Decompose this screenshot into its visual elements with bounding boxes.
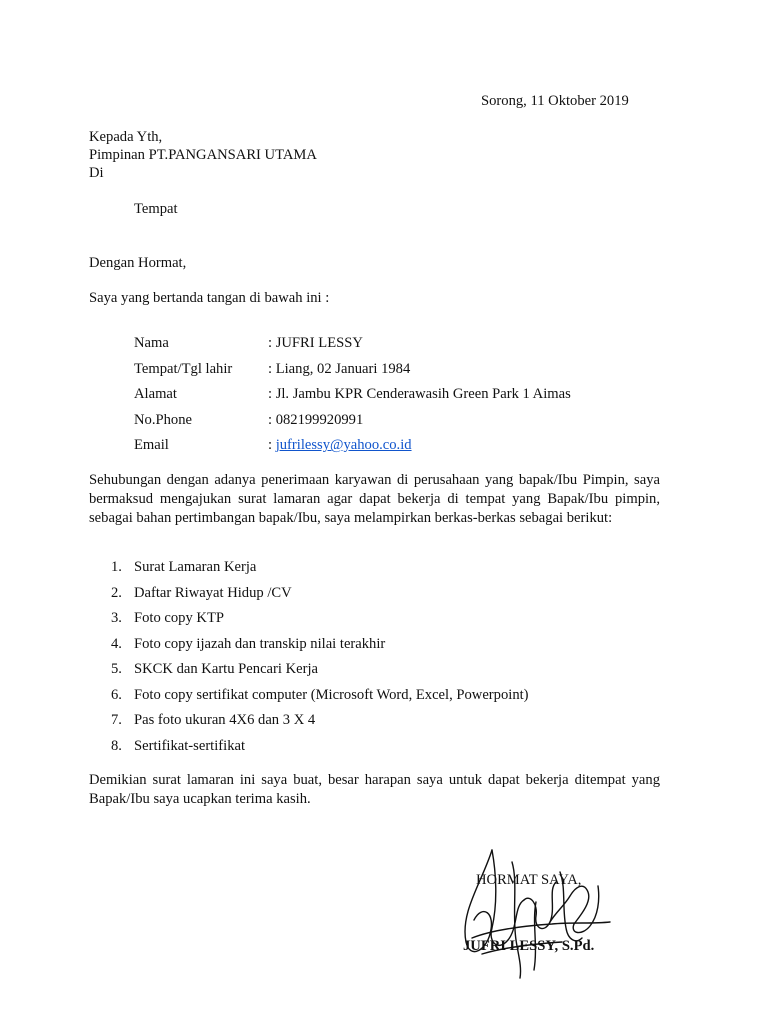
list-item: [111, 734, 671, 760]
identity-value: : Jl. Jambu KPR Cenderawasih Green Park 1 Aimas: [268, 386, 571, 403]
body-paragraph: Sehubungan dengan adanya penerimaan karyawan di perusahaan yang bapak/Ibu Pimpin, saya bermaksud mengajukan surat lamaran agar dapat bekerja di tempat yang Bapak/Ibu pimpin, sebagai bahan pertimbangan bapak/Ibu, saya melampirkan berkas-berkas sebagai berikut:: [89, 472, 660, 526]
identity-row-birth: [134, 357, 694, 383]
identity-label: No.Phone: [134, 411, 192, 428]
list-number: 1.: [111, 559, 122, 576]
list-text: Surat Lamaran Kerja: [134, 559, 257, 576]
closing-paragraph: Demikian surat lamaran ini saya buat, besar harapan saya untuk dapat bekerja ditempat yang Bapak/Ibu saya ucapkan terima kasih.: [89, 772, 660, 807]
recipient-place: Tempat: [134, 201, 178, 217]
identity-block: [134, 331, 694, 459]
list-text: Pas foto ukuran 4X6 dan 3 X 4: [134, 712, 316, 729]
recipient-line-2: Pimpinan PT.PANGANSARI UTAMA: [89, 147, 317, 163]
identity-row-email: [134, 433, 694, 459]
identity-row-name: [134, 331, 694, 357]
attachment-list: [111, 555, 671, 759]
closing-salutation: HORMAT SAYA,: [476, 872, 582, 888]
identity-label: Alamat: [134, 386, 177, 403]
list-text: Foto copy ijazah dan transkip nilai terakhir: [134, 635, 386, 652]
list-item: [111, 683, 671, 709]
list-item: [111, 555, 671, 581]
list-text: Foto copy sertifikat computer (Microsoft Word, Excel, Powerpoint): [134, 686, 529, 703]
identity-row-address: [134, 382, 694, 408]
handwritten-signature: [452, 842, 622, 982]
list-text: SKCK dan Kartu Pencari Kerja: [134, 661, 318, 678]
identity-value: : 082199920991: [268, 411, 364, 428]
identity-value: [268, 437, 412, 454]
identity-label: Email: [134, 437, 169, 454]
identity-value: : Liang, 02 Januari 1984: [268, 360, 411, 377]
recipient-line-1: Kepada Yth,: [89, 129, 163, 145]
list-text: Foto copy KTP: [134, 610, 224, 627]
list-number: 8.: [111, 737, 122, 754]
list-number: 2.: [111, 584, 122, 601]
list-text: Daftar Riwayat Hidup /CV: [134, 584, 292, 601]
identity-value: : JUFRI LESSY: [268, 335, 363, 352]
list-number: 5.: [111, 661, 122, 678]
list-item: [111, 708, 671, 734]
letter-date: Sorong, 11 Oktober 2019: [481, 93, 629, 109]
list-number: 3.: [111, 610, 122, 627]
email-prefix: :: [268, 437, 276, 454]
greeting: Dengan Hormat,: [89, 255, 187, 271]
list-item: [111, 581, 671, 607]
list-number: 4.: [111, 635, 122, 652]
recipient-line-3: Di: [89, 165, 104, 181]
list-item: [111, 632, 671, 658]
identity-label: Nama: [134, 335, 169, 352]
signer-name: JUFRI LESSY, S.Pd.: [463, 938, 595, 954]
identity-label: Tempat/Tgl lahir: [134, 360, 233, 377]
email-link[interactable]: jufrilessy@yahoo.co.id: [275, 437, 412, 454]
list-text: Sertifikat-sertifikat: [134, 737, 246, 754]
list-item: [111, 606, 671, 632]
intro-sentence: Saya yang bertanda tangan di bawah ini :: [89, 290, 330, 306]
list-number: 6.: [111, 686, 122, 703]
list-number: 7.: [111, 712, 122, 729]
identity-row-phone: [134, 408, 694, 434]
list-item: [111, 657, 671, 683]
